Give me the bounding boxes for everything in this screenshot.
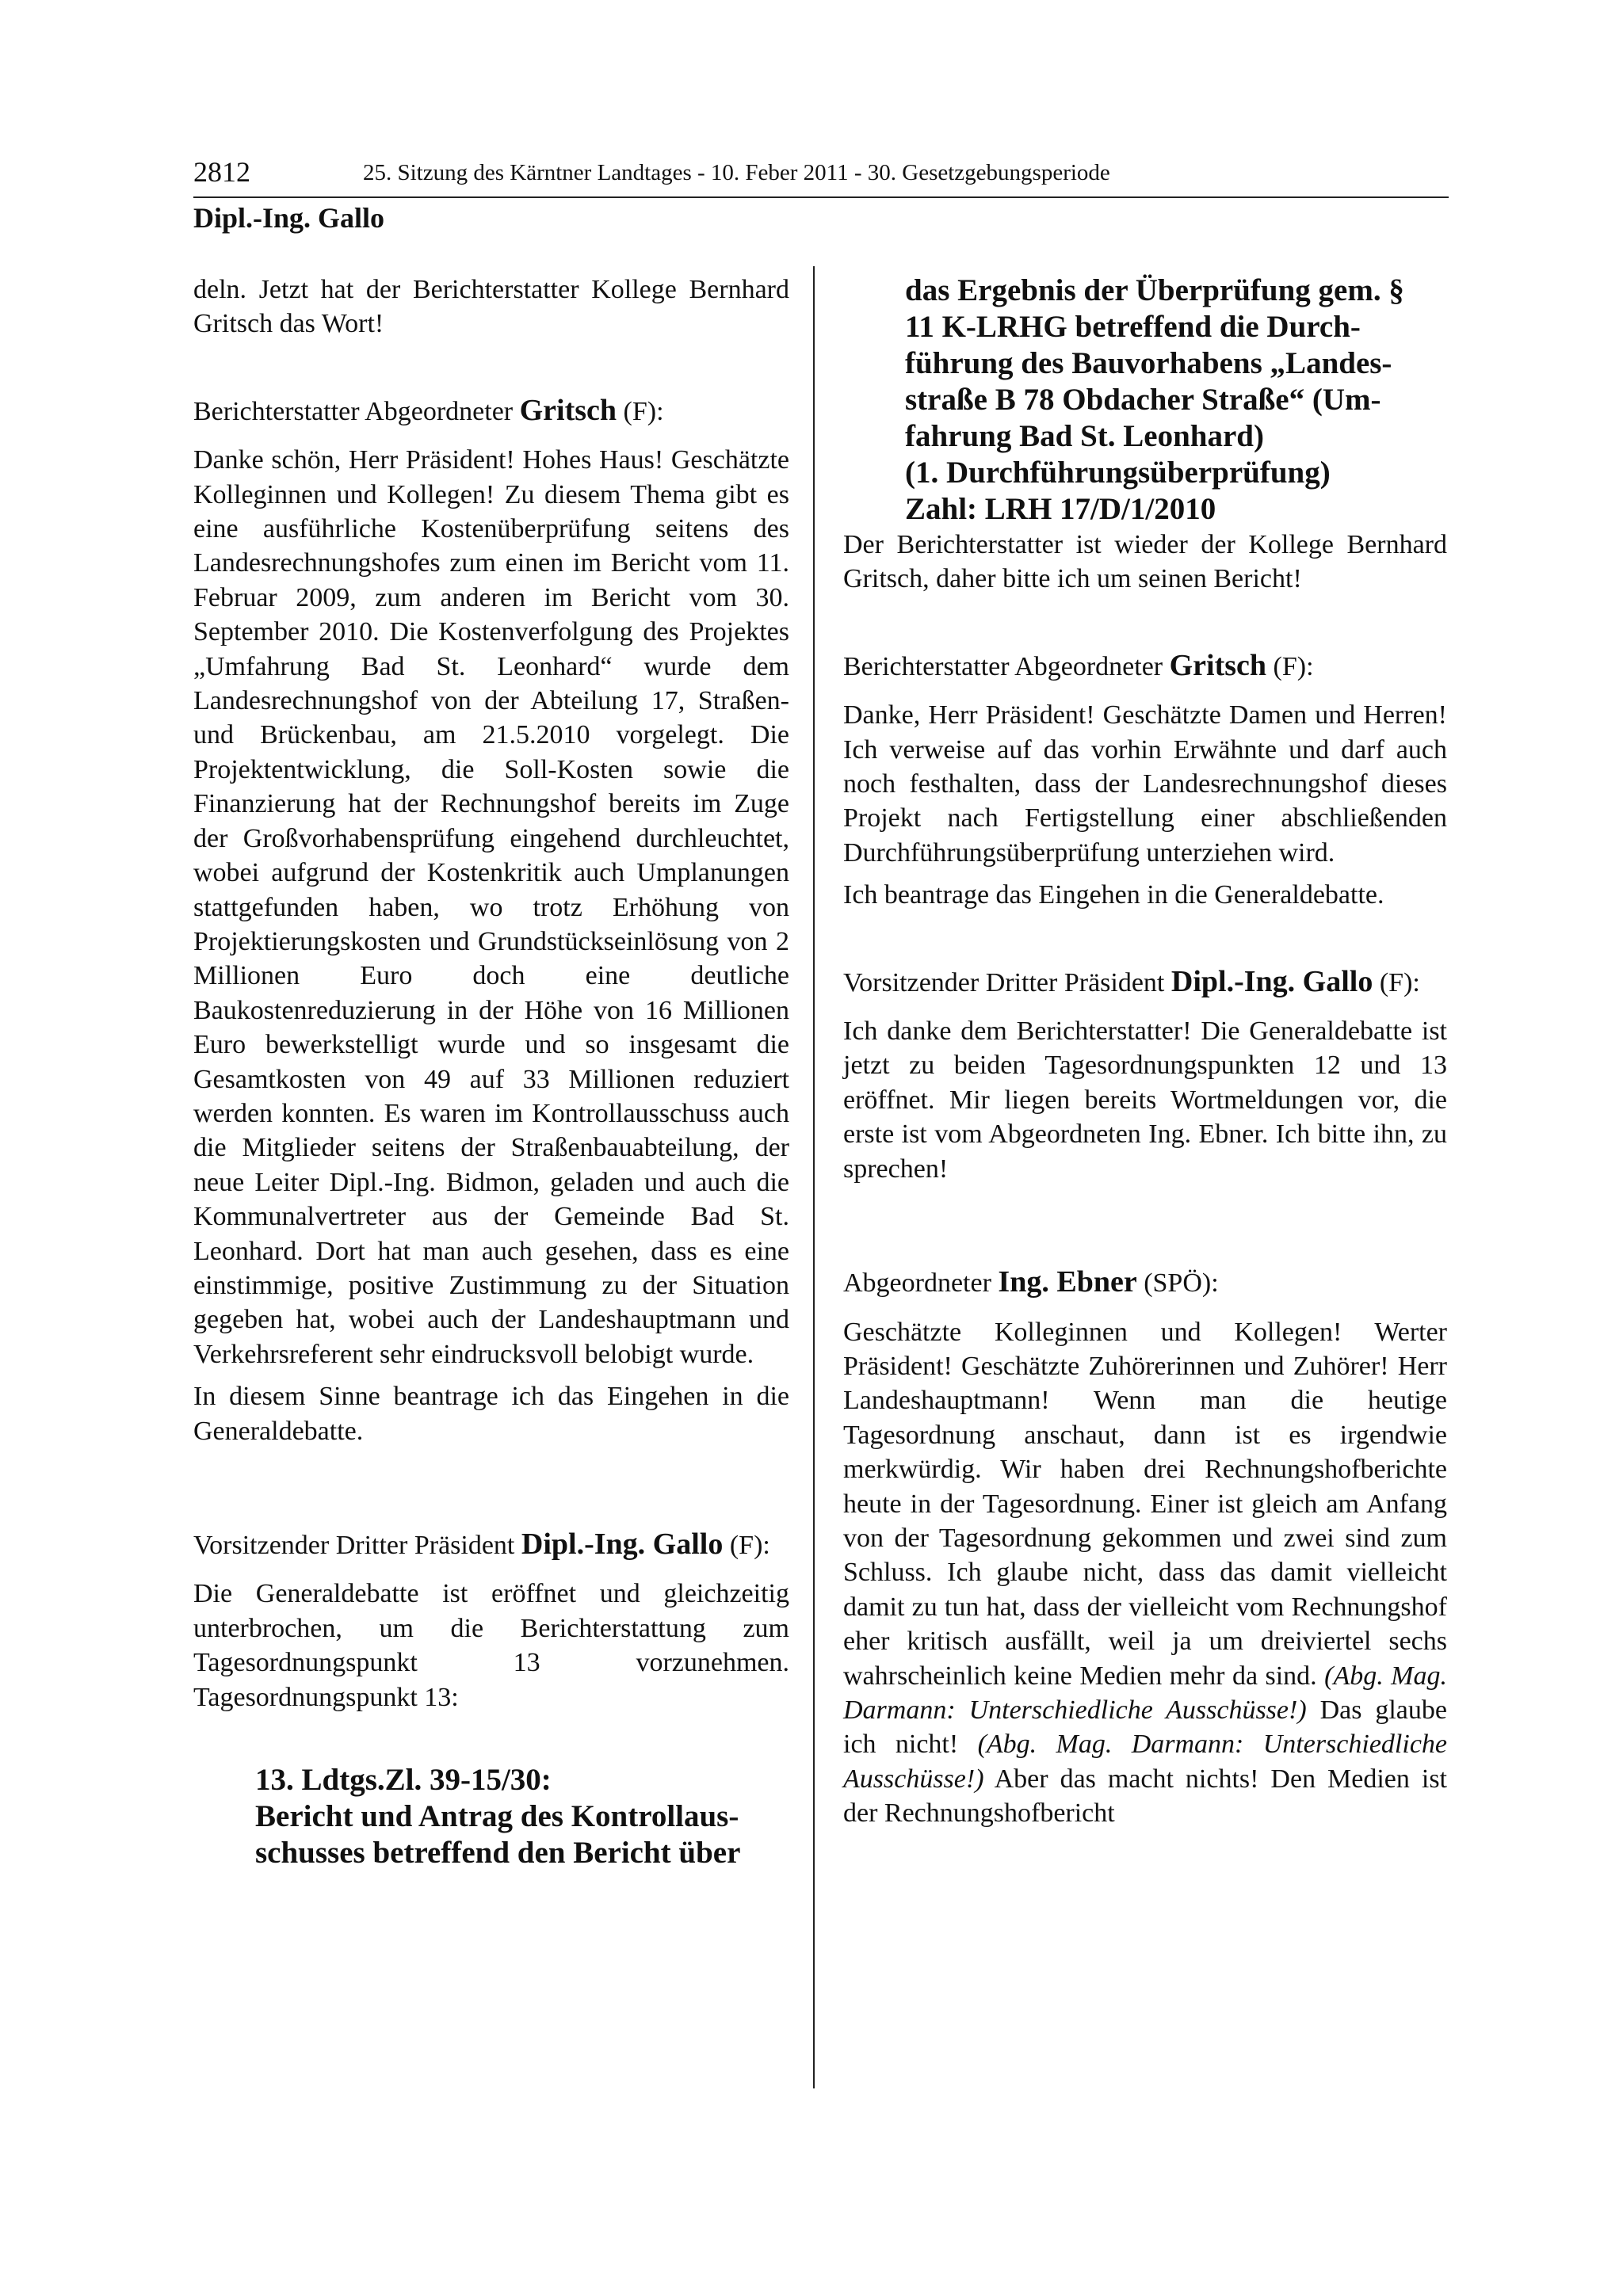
paragraph: Der Berichterstatter ist wieder der Kollege Bernhard Gritsch, daher bitte ich um seinen Bericht! (843, 530, 1447, 594)
speaker-line: Vorsitzender Dritter Präsident Dipl.-Ing. Gallo (F): (843, 964, 1420, 998)
paragraph: deln. Jetzt hat der Berichterstatter Kollege Bernhard Gritsch das Wort! (193, 275, 789, 339)
paragraph: Ich danke dem Berichterstatter! Die Generaldebatte ist jetzt zu beiden Tagesordnungspunkten 12 und 13 eröffnet. Mir liegen bereits Wortmeldungen vor, die erste ist vom Abgeordneten Ing. Ebner. Ich bitte ihn, zu sprechen! (843, 1016, 1447, 1184)
speaker-line: Berichterstatter Abgeordneter Gritsch (F): (193, 393, 664, 427)
paragraph: Ich beantrage das Eingehen in die Generaldebatte. (843, 880, 1384, 910)
speaker-name: Dipl.-Ing. Gallo (1170, 964, 1373, 998)
paragraph: Danke schön, Herr Präsident! Hohes Haus! Geschätzte Kolleginnen und Kollegen! Zu diesem Thema gibt es eine ausführliche Kostenüberprüfung seitens des Landesrechnungshofes zum einen im Bericht vom 11. Februar 2009, zum anderen im Bericht vom 30. September 2010. Die Kostenverfolgung des Projektes „Umfahrung Bad St. Leonhard“ wurde dem Landesrechnungshof von der Abteilung 17, Straßen- und Brückenbau, am 21.5.2010 vorgelegt. Die Projektentwicklung, die Soll-Kosten sowie die Finanzierung hat der Rechnungshof bereits im Zuge der Großvorhabensprüfung eingehend durchleuchtet, wobei aufgrund der Kostenkritik auch Umplanungen stattgefunden haben, wo trotz Erhöhung von Projektierungskosten und Grundstückseinlösung von 2 Millionen Euro doch eine deutliche Baukostenreduzierung in der Höhe von 16 Millionen Euro bewerkstelligt wurde und so insgesamt die Gesamtkosten von 49 auf 33 Millionen reduziert werden konnten. Es waren im Kontrollausschuss auch die Mitglieder seitens der Straßenbauabteilung, der neue Leiter Dipl.-Ing. Bidmon, geladen und auch die Kommunalvertreter aus der Gemeinde Bad St. Leonhard. Dort hat man auch gesehen, dass es eine einstimmige, positive Zustimmung zu der Situation gegeben hat, wobei auch der Landeshauptmann und Verkehrsreferent sehr eindrucksvoll belobigt wurde. (193, 445, 789, 1369)
speaker-name: Dipl.-Ing. Gallo (521, 1527, 724, 1561)
left-column (193, 273, 789, 1871)
speaker-name: Ing. Ebner (998, 1265, 1137, 1299)
speaker-name: Gritsch (519, 393, 617, 427)
paragraph: Danke, Herr Präsident! Geschätzte Damen und Herren! Ich verweise auf das vorhin Erwähnte und darf auch noch festhalten, dass der Landesrechnungshof dieses Projekt nach Fertigstellung einer abschließenden Durchführungsüberprüfung unterziehen wird. (843, 700, 1447, 868)
speaker-line: Berichterstatter Abgeordneter Gritsch (F): (843, 648, 1314, 682)
column-divider (813, 266, 815, 2088)
paragraph: Die Generaldebatte ist eröffnet und gleichzeitig unterbrochen, um die Berichterstattung zum Tagesordnungspunkt 13 vorzunehmen. Tagesordnungspunkt 13: (193, 1579, 789, 1712)
interjection: (Abg. Mag. Darmann: Unterschiedliche Ausschüsse!) (843, 1661, 1447, 1725)
header-speaker: Dipl.-Ing. Gallo (193, 202, 385, 234)
speaker-line: Vorsitzender Dritter Präsident Dipl.-Ing. Gallo (F): (193, 1527, 770, 1561)
agenda-item-heading-continued: das Ergebnis der Überprüfung gem. § 11 K-LRHG betreffend die Durch- führung des Bauvorhabens „Landes- straße B 78 Obdacher Straße“ (Um- fahrung Bad St. Leonhard) (1. Durchführungsüberprüfung) Zahl: LRH 17/D/1/2010 (905, 273, 1404, 526)
right-column (843, 273, 1447, 1831)
running-title: 25. Sitzung des Kärntner Landtages - 10. Feber 2011 - 30. Gesetzgebungsperiode (363, 160, 1110, 185)
speaker-line: Abgeordneter Ing. Ebner (SPÖ): (843, 1265, 1219, 1299)
speaker-name: Gritsch (1169, 648, 1267, 682)
interjection: (Abg. Mag. Darmann: Unterschiedliche Ausschüsse!) (843, 1730, 1447, 1794)
page-number: 2812 (193, 156, 250, 188)
agenda-item-heading: 13. Ldtgs.Zl. 39-15/30: Bericht und Antrag des Kontrollaus- schusses betreffend den Bericht über (255, 1763, 741, 1871)
page-header (193, 155, 1449, 198)
paragraph: Geschätzte Kolleginnen und Kollegen! Werter Präsident! Geschätzte Zuhörerinnen und Zuhörer! Herr Landeshauptmann! Wenn man die heutige Tagesordnung anschaut, dann ist es irgendwie merkwürdig. Wir haben drei Rechnungshofberichte heute in der Tagesordnung. Einer ist gleich am Anfang von der Tagesordnung gekommen und zwei sind zum Schluss. Ich glaube nicht, dass das damit vielleicht damit zu tun hat, dass der vielleicht vom Rechnungshof eher kritisch ausfällt, weil ja um dreiviertel sechs wahrscheinlich keine Medien mehr da sind. (Abg. Mag. Darmann: Unterschiedliche Ausschüsse!) Das glaube ich nicht! (Abg. Mag. Darmann: Unterschiedliche Ausschüsse!) Aber das macht nichts! Den Medien ist der Rechnungshofbericht (843, 1317, 1447, 1829)
paragraph: In diesem Sinne beantrage ich das Eingehen in die Generaldebatte. (193, 1382, 789, 1446)
